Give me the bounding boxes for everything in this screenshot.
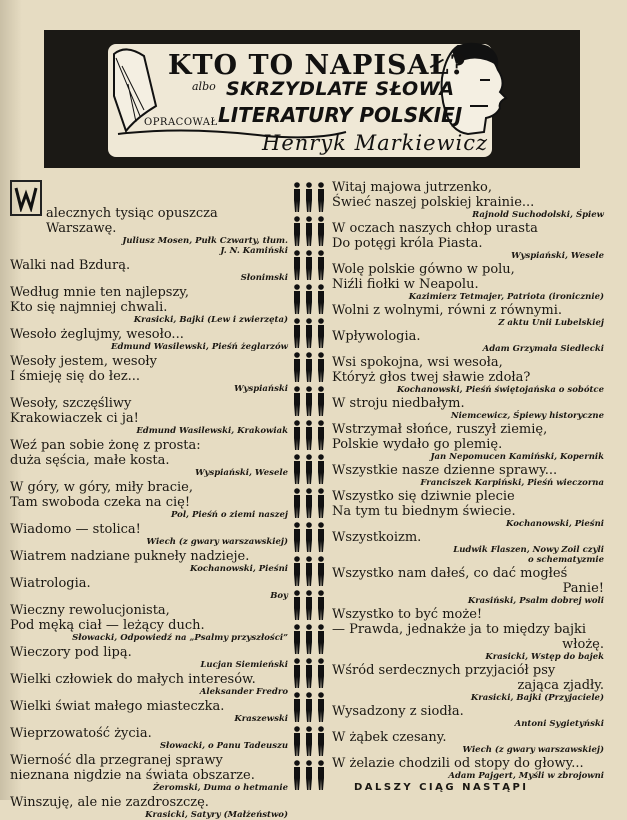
attribution: Kraszewski [234,714,288,724]
quote-line: Wstrzymał słońce, ruszył ziemię, [332,422,548,437]
figure-icon [318,182,324,212]
figure-icon [318,284,324,314]
attribution: Wiech (z gwary warszawskiej) [146,537,288,547]
entry [10,480,288,520]
attribution: Słonimski [240,273,288,283]
quote-line: I śmieję się do łez... [10,369,141,384]
footer-continued: DALSZY CIĄG NASTĄPI [354,782,529,793]
entry [10,699,288,724]
entry [332,180,604,220]
quote-line: Wiadomo — stolica! [10,522,141,537]
first-entry-body [46,206,288,236]
quote-line: Wesoły, szczęśliwy [10,396,132,411]
figure-icon [306,726,312,756]
entry [10,645,288,670]
quote-line: Witaj majowa jutrzenko, [332,180,492,195]
quote-line: Któryż głos twej sławie zdoła? [332,370,531,385]
attribution: Ludwik Flaszen, Nowy Zoil czyli [453,545,604,555]
attribution: Adam Pajgert, Myśli w zbrojowni [448,771,604,781]
attribution: Słowacki, Odpowiedź na „Psalmy przyszłości” [72,633,288,643]
entry [10,327,288,352]
entry [10,672,288,697]
figure-icon [306,284,312,314]
attribution: Kochanowski, Pieśń świętojańska o sobótce [396,385,604,395]
figure-icon [318,386,324,416]
quote-line: Wieprzowatość życia. [10,726,152,741]
figure-icon [294,318,300,348]
quote-line: Wielki człowiek do małych interesów. [10,672,256,687]
entry [332,730,604,755]
figure-icon [306,420,312,450]
attribution: Krasicki, Satyry (Małżeństwo) [145,810,288,820]
entry [332,704,604,729]
figure-icon [294,420,300,450]
attribution: Edmund Wasilewski, Krakowiak [136,426,288,436]
quote-line: Pod męką ciał — leżący duch. [10,618,205,633]
figure-icon [318,556,324,586]
attribution: Słowacki, o Panu Tadeuszu [159,741,288,751]
quote-line: Wolni z wolnymi, równi z równymi. [332,303,563,318]
quote-line: Wszystko się dziwnie plecie [332,489,515,504]
entry [332,303,604,328]
header-subtitle-1: SKRZYDLATE SŁOWA [226,78,455,100]
left-entries [10,258,288,820]
attribution: Jan Nepomucen Kamiński, Kopernik [430,452,604,462]
quote-line: Według mnie ten najlepszy, [10,285,190,300]
quote-line: Panie! [562,581,604,596]
entry [332,463,604,488]
figure-icon [306,318,312,348]
quote-line: Wsi spokojna, wsi wesoła, [332,355,503,370]
entry [10,258,288,283]
figure-icon [294,250,300,280]
figure-icon [306,556,312,586]
entry [10,753,288,793]
quote-line: alecznych tysiąc opuszcza Warszawę. [46,206,218,236]
quote-line: Krakowiaczek ci ja! [10,411,139,426]
entry [332,329,604,354]
separator-figures [290,180,330,800]
header-albo: albo [192,80,216,93]
figure-icon [294,726,300,756]
entry [10,603,288,643]
attribution: Juliusz Mosen, Pułk Czwarty, tłum. [122,236,288,246]
attribution: Kochanowski, Pieśni [506,519,604,529]
entry [332,489,604,529]
figure-icon [294,556,300,586]
figure-icon [318,318,324,348]
entry [10,576,288,601]
entry [332,530,604,565]
quote-line: — Prawda, jednakże ja to między bajki [332,622,587,637]
quote-line: Świeć naszej polskiej krainie... [332,195,535,210]
header-prepared-label: OPRACOWAŁ [144,117,218,128]
figure-icon [306,216,312,246]
figure-icon [318,590,324,620]
figure-icon [306,182,312,212]
figure-icon [318,522,324,552]
entry [332,396,604,421]
entry [332,663,604,703]
figure-icon [306,590,312,620]
entry [332,422,604,462]
figure-icon [294,454,300,484]
entry [332,355,604,395]
quote-line: Wieczory pod lipą. [10,645,132,660]
attribution: Z aktu Unii Lubelskiej [498,318,604,328]
figure-icon [294,624,300,654]
left-first-entry [10,180,288,236]
figure-icon [318,488,324,518]
attribution: Kochanowski, Pieśni [190,564,288,574]
figure-icon [318,726,324,756]
quote-line: Niźli fiołki w Neapolu. [332,277,479,292]
page-title: KTO TO NAPISAŁ? [168,50,467,81]
quote-line: Na tym tu biednym świecie. [332,504,516,519]
quote-line: Do potęgi króla Piasta. [332,236,483,251]
attribution: Krasiński, Psalm dobrej woli [467,596,604,606]
figure-icon [306,760,312,790]
quote-line: Wielki świat małego miasteczka. [10,699,225,714]
quote-line: Walki nad Bzdurą. [10,258,131,273]
quote-line: W oczach naszych chłop urasta [332,221,538,236]
attribution: Adam Grzymała Siedlecki [482,344,604,354]
quote-line: nieznana nigdzie na świata obszarze. [10,768,255,783]
attribution: Żeromski, Duma o hetmanie [152,783,288,793]
quote-line: Wesoły jestem, wesoły [10,354,157,369]
attribution: Franciszek Karpiński, Pieśń wieczorna [420,478,604,488]
figure-icon [318,250,324,280]
quote-line: W stroju niedbałym. [332,396,465,411]
left-column [10,180,288,820]
entry [10,354,288,394]
attribution: Niemcewicz, Śpiewy historyczne [450,411,604,421]
figure-icon [318,420,324,450]
figure-icon [306,692,312,722]
quote-line: Wpływologia. [332,329,421,344]
quote-line: Weź pan sobie żonę z prosta: [10,438,201,453]
attribution: Kazimierz Tetmajer, Patriota (ironicznie) [408,292,604,302]
quote-line: Wierność dla przegranej sprawy [10,753,223,768]
attribution: Wyspiański, Wesele [511,251,604,261]
quote-line: Wiatrologia. [10,576,91,591]
figure-icon [294,760,300,790]
quote-line: Wiatrem nadziane pukneły nadzieje. [10,549,250,564]
quote-line: Wolę polskie gówno w polu, [332,262,515,277]
figure-icon [306,658,312,688]
quote-line: Polskie wydało go plemię. [332,437,503,452]
quote-line: Wśród serdecznych przyjaciół psy [332,663,556,678]
attribution: Wyspiański [234,384,288,394]
initial-w-icon [14,184,38,212]
entry [10,726,288,751]
attribution: J. N. Kamiński [220,246,288,256]
entry [10,795,288,820]
attribution: Pol, Pieśń o ziemi naszej [171,510,288,520]
figure-icon [294,488,300,518]
figure-icon [294,692,300,722]
figure-icon [294,284,300,314]
quote-line: Wieczny rewolucjonista, [10,603,170,618]
entry [10,285,288,325]
attribution: Krasicki, Wstęp do bajek [485,652,604,662]
quote-line: Tam swoboda czeka na cię! [10,495,191,510]
quote-line: Wesoło żeglujmy, wesoło... [10,327,184,342]
attribution: Edmund Wasilewski, Pieśń żeglarzów [111,342,288,352]
figure-icon [306,454,312,484]
figure-icon [294,522,300,552]
quote-line: Wysadzony z siodła. [332,704,464,719]
header-author: Henryk Markiewicz [262,131,489,155]
attribution: Wyspiański, Wesele [195,468,288,478]
figure-icon [294,658,300,688]
figure-icon [306,488,312,518]
attribution: Wiech (z gwary warszawskiej) [462,745,604,755]
figure-icon [318,692,324,722]
figure-icon [294,352,300,382]
quote-line: W żelazie chodzili od stopy do głowy... [332,756,584,771]
figure-icon [306,352,312,382]
figure-icon [306,624,312,654]
attribution: Lucjan Siemieński [200,660,288,670]
figure-icon [318,624,324,654]
figure-icon [318,760,324,790]
entry [332,262,604,302]
quote-line: Wszystkie nasze dzienne sprawy... [332,463,558,478]
quote-line: zająca zjadły. [517,678,604,693]
entry [332,607,604,662]
quote-line: Wszystkoizm. [332,530,422,545]
figure-icon [318,352,324,382]
entry [332,566,604,606]
attribution: Rajnold Suchodolski, Śpiew [472,210,604,220]
entry [10,438,288,478]
entry [332,756,604,781]
figure-icon [306,522,312,552]
figure-icon [306,250,312,280]
attribution: Antoni Sygietyński [514,719,604,729]
entry [332,221,604,261]
decorative-initial [10,180,42,216]
quote-line: duża sęścia, małe kosta. [10,453,170,468]
figure-icon [318,216,324,246]
entry [10,396,288,436]
entry [10,522,288,547]
attribution: Boy [270,591,288,601]
quote-line: W żąbek czesany. [332,730,447,745]
figure-icon [294,590,300,620]
quote-line: Winszuję, ale nie zazdroszczę. [10,795,209,810]
figure-icon [294,182,300,212]
quote-line: W góry, w góry, miły bracie, [10,480,193,495]
figure-icon [294,216,300,246]
quote-line: włożę. [562,637,604,652]
figure-icon [318,454,324,484]
header-subtitle-2: LITERATURY POLSKIEJ [218,103,463,127]
attribution: Krasicki, Bajki (Przyjaciele) [470,693,604,703]
figure-icon [306,386,312,416]
figure-icon [294,386,300,416]
figure-icon [318,658,324,688]
quote-line: Wszystko nam dałeś, co dać mogłeś [332,566,568,581]
quote-line: Kto się najmniej chwali. [10,300,168,315]
quote-line: Wszystko to być może! [332,607,483,622]
attribution: Aleksander Fredro [199,687,288,697]
entry [10,549,288,574]
attribution: o schematyzmie [527,555,604,565]
attribution: Krasicki, Bajki (Lew i zwierzęta) [133,315,288,325]
right-column [332,180,604,781]
